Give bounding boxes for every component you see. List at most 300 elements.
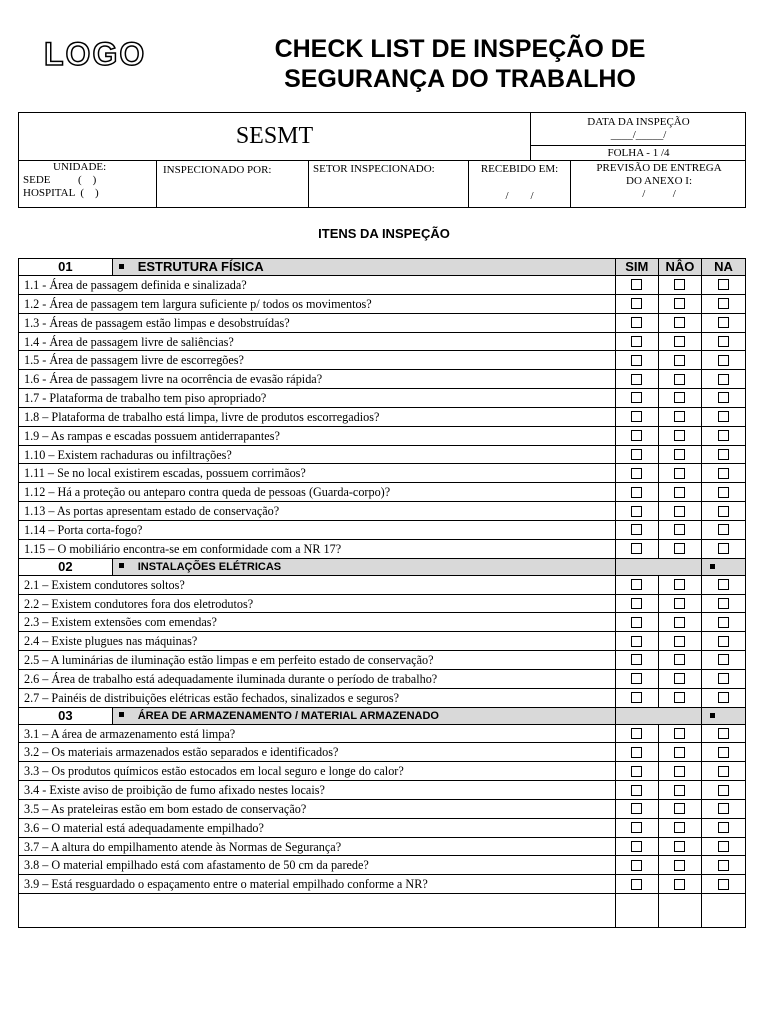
- answer-cell-sim: [616, 595, 659, 613]
- checklist-row: [19, 446, 745, 465]
- checkbox-sim[interactable]: [631, 617, 642, 628]
- section-title: [113, 559, 616, 575]
- checklist-row: [19, 521, 745, 540]
- checkbox-sim[interactable]: [631, 487, 642, 498]
- answer-cell-nao: [659, 483, 702, 501]
- checklist-row: [19, 689, 745, 708]
- checklist-question: 3.3 – Os produtos químicos estão estocados em local seguro e longe do calor?: [19, 762, 616, 780]
- checklist-question: 2.1 – Existem condutores soltos?: [19, 576, 616, 594]
- section-header: [19, 559, 745, 576]
- answer-cell-sim: [616, 651, 659, 669]
- answer-cell-na: [702, 502, 745, 520]
- answer-cell-sim: [616, 856, 659, 874]
- checklist-question: 1.2 - Área de passagem tem largura suficiente p/ todos os movimentos?: [19, 295, 616, 313]
- answer-cell-na: [702, 314, 745, 332]
- checkbox-sim[interactable]: [631, 392, 642, 403]
- checkbox-nao[interactable]: [674, 543, 685, 554]
- checklist-question: 2.2 – Existem condutores fora dos eletrodutos?: [19, 595, 616, 613]
- answer-cell-sim: [616, 333, 659, 351]
- unit-cell[interactable]: [19, 161, 157, 207]
- checklist-row: [19, 725, 745, 744]
- checkbox-na[interactable]: [718, 654, 729, 665]
- answer-cell-sim: [616, 314, 659, 332]
- answer-cell-nao: [659, 276, 702, 294]
- checkbox-na[interactable]: [718, 728, 729, 739]
- answer-cell-nao: [659, 540, 702, 558]
- checkbox-na[interactable]: [718, 598, 729, 609]
- checklist-question: 3.2 – Os materiais armazenados estão separados e identificados?: [19, 743, 616, 761]
- bullet-icon: [119, 264, 124, 269]
- checkbox-nao[interactable]: [674, 411, 685, 422]
- checklist-question: 2.6 – Área de trabalho está adequadamente iluminada durante o período de trabalho?: [19, 670, 616, 688]
- checkbox-nao[interactable]: [674, 298, 685, 309]
- checkbox-nao[interactable]: [674, 468, 685, 479]
- column-header-sim: SIM: [616, 259, 659, 275]
- answer-cell-nao: [659, 427, 702, 445]
- bullet-icon: [119, 712, 124, 717]
- answer-cell-sim: [616, 502, 659, 520]
- answer-cell-nao: [659, 670, 702, 688]
- inspected-by-label: INSPECIONADO POR:: [163, 164, 272, 176]
- checkbox-na[interactable]: [718, 392, 729, 403]
- sector-cell[interactable]: [309, 161, 469, 207]
- answer-cell-sim: [616, 670, 659, 688]
- items-title: ITENS DA INSPEÇÃO: [318, 226, 450, 241]
- checklist-row: [19, 613, 745, 632]
- answer-cell-na: [702, 613, 745, 631]
- checklist-question: 1.9 – As rampas e escadas possuem antiderrapantes?: [19, 427, 616, 445]
- empty-cell-nao: [659, 894, 702, 927]
- unit-option-sede[interactable]: SEDE ( ): [23, 174, 97, 186]
- checklist-question: 3.4 - Existe aviso de proibição de fumo afixado nestes locais?: [19, 781, 616, 799]
- checklist-question: 2.7 – Painéis de distribuições elétricas estão fechados, sinalizados e seguros?: [19, 689, 616, 707]
- empty-cell-na: [702, 894, 745, 927]
- header-box: [18, 112, 746, 208]
- checkbox-sim[interactable]: [631, 468, 642, 479]
- checkbox-nao[interactable]: [674, 317, 685, 328]
- checkbox-nao[interactable]: [674, 392, 685, 403]
- checkbox-sim[interactable]: [631, 598, 642, 609]
- answer-cell-sim: [616, 464, 659, 482]
- section-title: [113, 708, 616, 724]
- answer-cell-nao: [659, 576, 702, 594]
- checklist-question: 1.14 – Porta corta-fogo?: [19, 521, 616, 539]
- answer-cell-nao: [659, 502, 702, 520]
- section-end-cell: [702, 559, 745, 575]
- logo: LOGO: [44, 36, 147, 72]
- answer-cell-sim: [616, 781, 659, 799]
- answer-cell-na: [702, 800, 745, 818]
- checkbox-na[interactable]: [718, 543, 729, 554]
- checkbox-na[interactable]: [718, 879, 729, 890]
- checkbox-nao[interactable]: [674, 822, 685, 833]
- answer-cell-na: [702, 576, 745, 594]
- section-title-text: ÁREA DE ARMAZENAMENTO / MATERIAL ARMAZENADO: [137, 709, 439, 722]
- answer-cell-sim: [616, 743, 659, 761]
- sector-label: SETOR INSPECIONADO:: [313, 163, 435, 175]
- inspection-date-label: DATA DA INSPEÇÃO: [587, 116, 690, 128]
- answer-cell-sim: [616, 725, 659, 743]
- checkbox-sim[interactable]: [631, 692, 642, 703]
- checkbox-nao[interactable]: [674, 430, 685, 441]
- answer-cell-nao: [659, 819, 702, 837]
- answer-cell-na: [702, 743, 745, 761]
- checklist-row: [19, 389, 745, 408]
- section-spacer: [616, 708, 702, 724]
- answer-cell-na: [702, 838, 745, 856]
- checkbox-sim[interactable]: [631, 279, 642, 290]
- answer-cell-na: [702, 632, 745, 650]
- checklist-question: 3.1 – A área de armazenamento está limpa?: [19, 725, 616, 743]
- checklist-row: [19, 540, 745, 559]
- delivery-forecast-cell[interactable]: [571, 161, 747, 207]
- checkbox-sim[interactable]: [631, 860, 642, 871]
- answer-cell-na: [702, 464, 745, 482]
- answer-cell-na: [702, 689, 745, 707]
- checkbox-nao[interactable]: [674, 506, 685, 517]
- checklist-row: [19, 875, 745, 894]
- checklist-question: 1.5 - Área de passagem livre de escorregões?: [19, 351, 616, 369]
- checklist-question: 1.12 – Há a proteção ou anteparo contra queda de pessoas (Guarda-corpo)?: [19, 483, 616, 501]
- checkbox-nao[interactable]: [674, 879, 685, 890]
- checkbox-nao[interactable]: [674, 579, 685, 590]
- answer-cell-nao: [659, 370, 702, 388]
- answer-cell-nao: [659, 800, 702, 818]
- unit-option-hospital[interactable]: HOSPITAL ( ): [23, 187, 99, 199]
- answer-cell-sim: [616, 351, 659, 369]
- answer-cell-na: [702, 819, 745, 837]
- checklist-question: 2.4 – Existe plugues nas máquinas?: [19, 632, 616, 650]
- checkbox-nao[interactable]: [674, 279, 685, 290]
- empty-cell-sim: [616, 894, 659, 927]
- checkbox-sim[interactable]: [631, 543, 642, 554]
- checkbox-na[interactable]: [718, 860, 729, 871]
- answer-cell-nao: [659, 856, 702, 874]
- checkbox-na[interactable]: [718, 317, 729, 328]
- checkbox-nao[interactable]: [674, 336, 685, 347]
- answer-cell-na: [702, 875, 745, 893]
- checkbox-sim[interactable]: [631, 355, 642, 366]
- checklist-question: 3.6 – O material está adequadamente empilhado?: [19, 819, 616, 837]
- answer-cell-sim: [616, 483, 659, 501]
- bullet-icon: [710, 564, 715, 569]
- checkbox-nao[interactable]: [674, 785, 685, 796]
- checklist-row: [19, 800, 745, 819]
- answer-cell-na: [702, 521, 745, 539]
- checkbox-na[interactable]: [718, 430, 729, 441]
- answer-cell-nao: [659, 689, 702, 707]
- checkbox-na[interactable]: [718, 747, 729, 758]
- checkbox-na[interactable]: [718, 673, 729, 684]
- checklist-question: 2.3 – Existem extensões com emendas?: [19, 613, 616, 631]
- answer-cell-na: [702, 595, 745, 613]
- checkbox-na[interactable]: [718, 487, 729, 498]
- answer-cell-nao: [659, 314, 702, 332]
- checkbox-sim[interactable]: [631, 524, 642, 535]
- checkbox-sim[interactable]: [631, 879, 642, 890]
- checklist-row: [19, 276, 745, 295]
- checkbox-na[interactable]: [718, 617, 729, 628]
- checkbox-na[interactable]: [718, 468, 729, 479]
- answer-cell-nao: [659, 595, 702, 613]
- answer-cell-sim: [616, 762, 659, 780]
- checklist-row: [19, 502, 745, 521]
- delivery-forecast-label-2: DO ANEXO I:: [626, 175, 692, 187]
- checkbox-na[interactable]: [718, 803, 729, 814]
- checkbox-na[interactable]: [718, 374, 729, 385]
- checkbox-na[interactable]: [718, 692, 729, 703]
- checklist-question: 2.5 – A luminárias de iluminação estão limpas e em perfeito estado de conservação?: [19, 651, 616, 669]
- sesmt-label: SESMT: [19, 113, 531, 161]
- section-number: 03: [19, 708, 113, 724]
- answer-cell-sim: [616, 800, 659, 818]
- checkbox-nao[interactable]: [674, 487, 685, 498]
- checklist-row: [19, 370, 745, 389]
- checkbox-na[interactable]: [718, 336, 729, 347]
- answer-cell-na: [702, 781, 745, 799]
- checklist-question: 1.1 - Área de passagem definida e sinalizada?: [19, 276, 616, 294]
- checklist-table: [18, 258, 746, 928]
- checkbox-sim[interactable]: [631, 579, 642, 590]
- checkbox-nao[interactable]: [674, 747, 685, 758]
- checklist-row: [19, 483, 745, 502]
- checkbox-nao[interactable]: [674, 692, 685, 703]
- answer-cell-na: [702, 446, 745, 464]
- checklist-question: 1.8 – Plataforma de trabalho está limpa, livre de produtos escorregadios?: [19, 408, 616, 426]
- checkbox-nao[interactable]: [674, 449, 685, 460]
- answer-cell-na: [702, 856, 745, 874]
- section-header: [19, 259, 745, 276]
- checklist-question: 1.10 – Existem rachaduras ou infiltrações?: [19, 446, 616, 464]
- title-line-2: SEGURANÇA DO TRABALHO: [284, 65, 636, 93]
- answer-cell-na: [702, 483, 745, 501]
- checklist-row: [19, 743, 745, 762]
- answer-cell-nao: [659, 333, 702, 351]
- checkbox-na[interactable]: [718, 785, 729, 796]
- checklist-question: 3.9 – Está resguardado o espaçamento entre o material empilhado conforme a NR?: [19, 875, 616, 893]
- checklist-row: [19, 408, 745, 427]
- checkbox-sim[interactable]: [631, 822, 642, 833]
- answer-cell-sim: [616, 576, 659, 594]
- checkbox-sim[interactable]: [631, 636, 642, 647]
- answer-cell-nao: [659, 838, 702, 856]
- checklist-question: 1.3 - Áreas de passagem estão limpas e desobstruídas?: [19, 314, 616, 332]
- checkbox-sim[interactable]: [631, 317, 642, 328]
- checklist-row: [19, 670, 745, 689]
- checklist-row: [19, 295, 745, 314]
- delivery-forecast-date: / /: [642, 188, 676, 200]
- answer-cell-sim: [616, 276, 659, 294]
- checkbox-sim[interactable]: [631, 728, 642, 739]
- answer-cell-nao: [659, 875, 702, 893]
- checklist-row: [19, 464, 745, 483]
- answer-cell-na: [702, 333, 745, 351]
- answer-cell-na: [702, 389, 745, 407]
- checkbox-nao[interactable]: [674, 636, 685, 647]
- checkbox-sim[interactable]: [631, 803, 642, 814]
- checkbox-na[interactable]: [718, 841, 729, 852]
- checklist-question: 1.15 – O mobiliário encontra-se em conformidade com a NR 17?: [19, 540, 616, 558]
- answer-cell-na: [702, 370, 745, 388]
- checklist-row: [19, 314, 745, 333]
- checkbox-sim[interactable]: [631, 298, 642, 309]
- answer-cell-na: [702, 651, 745, 669]
- checkbox-nao[interactable]: [674, 617, 685, 628]
- answer-cell-na: [702, 295, 745, 313]
- checkbox-sim[interactable]: [631, 785, 642, 796]
- checkbox-na[interactable]: [718, 822, 729, 833]
- checkbox-sim[interactable]: [631, 411, 642, 422]
- answer-cell-nao: [659, 743, 702, 761]
- answer-cell-nao: [659, 762, 702, 780]
- title-line-1: CHECK LIST DE INSPEÇÃO DE: [274, 35, 646, 63]
- checklist-row: [19, 819, 745, 838]
- checklist-row: [19, 333, 745, 352]
- answer-cell-sim: [616, 295, 659, 313]
- checkbox-sim[interactable]: [631, 430, 642, 441]
- checklist-row: [19, 838, 745, 857]
- answer-cell-nao: [659, 781, 702, 799]
- checklist-question: 1.11 – Se no local existirem escadas, possuem corrimãos?: [19, 464, 616, 482]
- checkbox-nao[interactable]: [674, 673, 685, 684]
- answer-cell-nao: [659, 613, 702, 631]
- section-spacer: [616, 559, 702, 575]
- answer-cell-na: [702, 725, 745, 743]
- answer-cell-sim: [616, 427, 659, 445]
- answer-cell-nao: [659, 651, 702, 669]
- checklist-row: [19, 351, 745, 370]
- checkbox-na[interactable]: [718, 766, 729, 777]
- received-label: RECEBIDO EM:: [480, 163, 559, 175]
- checklist-question: 3.7 – A altura do empilhamento atende às Normas de Segurança?: [19, 838, 616, 856]
- answer-cell-sim: [616, 370, 659, 388]
- checklist-question: 1.13 – As portas apresentam estado de conservação?: [19, 502, 616, 520]
- checklist-question: 3.5 – As prateleiras estão em bom estado de conservação?: [19, 800, 616, 818]
- answer-cell-na: [702, 540, 745, 558]
- checkbox-sim[interactable]: [631, 374, 642, 385]
- checkbox-nao[interactable]: [674, 524, 685, 535]
- checklist-question: 3.8 – O material empilhado está com afastamento de 50 cm da parede?: [19, 856, 616, 874]
- delivery-forecast-label-1: PREVISÃO DE ENTREGA: [596, 162, 722, 174]
- checklist-row: [19, 856, 745, 875]
- answer-cell-sim: [616, 446, 659, 464]
- checklist-row: [19, 762, 745, 781]
- answer-cell-nao: [659, 725, 702, 743]
- checkbox-na[interactable]: [718, 411, 729, 422]
- answer-cell-sim: [616, 875, 659, 893]
- inspection-date-cell[interactable]: [531, 113, 746, 146]
- checkbox-sim[interactable]: [631, 841, 642, 852]
- bullet-icon: [119, 563, 124, 568]
- unit-label: UNIDADE:: [53, 161, 107, 173]
- checkbox-sim[interactable]: [631, 747, 642, 758]
- checkbox-sim[interactable]: [631, 336, 642, 347]
- column-header-nao: NÂO: [659, 259, 702, 275]
- answer-cell-sim: [616, 540, 659, 558]
- checkbox-na[interactable]: [718, 579, 729, 590]
- checklist-row: [19, 651, 745, 670]
- checkbox-sim[interactable]: [631, 766, 642, 777]
- answer-cell-nao: [659, 632, 702, 650]
- checklist-row: [19, 781, 745, 800]
- answer-cell-na: [702, 408, 745, 426]
- empty-question-cell[interactable]: [19, 894, 616, 927]
- checklist-row: [19, 576, 745, 595]
- checkbox-nao[interactable]: [674, 728, 685, 739]
- answer-cell-sim: [616, 521, 659, 539]
- checkbox-nao[interactable]: [674, 766, 685, 777]
- checklist-row: [19, 595, 745, 614]
- checklist-row: [19, 632, 745, 651]
- checkbox-na[interactable]: [718, 298, 729, 309]
- section-title-text: INSTALAÇÕES ELÉTRICAS: [137, 560, 282, 573]
- answer-cell-nao: [659, 295, 702, 313]
- answer-cell-nao: [659, 389, 702, 407]
- checkbox-nao[interactable]: [674, 803, 685, 814]
- inspection-date-value: ____/_____/: [610, 129, 667, 141]
- answer-cell-sim: [616, 389, 659, 407]
- answer-cell-sim: [616, 819, 659, 837]
- checkbox-na[interactable]: [718, 524, 729, 535]
- checkbox-nao[interactable]: [674, 598, 685, 609]
- section-number: 02: [19, 559, 113, 575]
- checkbox-na[interactable]: [718, 355, 729, 366]
- checkbox-na[interactable]: [718, 279, 729, 290]
- section-number: 01: [19, 259, 113, 275]
- checkbox-nao[interactable]: [674, 654, 685, 665]
- checklist-question: 1.6 - Área de passagem livre na ocorrência de evasão rápida?: [19, 370, 616, 388]
- checklist-question: 1.7 - Plataforma de trabalho tem piso apropriado?: [19, 389, 616, 407]
- checklist-question: 1.4 - Área de passagem livre de saliências?: [19, 333, 616, 351]
- answer-cell-na: [702, 427, 745, 445]
- checkbox-na[interactable]: [718, 506, 729, 517]
- section-header: [19, 708, 745, 725]
- column-header-na: NA: [714, 259, 733, 274]
- checkbox-sim[interactable]: [631, 449, 642, 460]
- answer-cell-sim: [616, 408, 659, 426]
- checkbox-nao[interactable]: [674, 860, 685, 871]
- received-cell[interactable]: [469, 161, 571, 207]
- checkbox-nao[interactable]: [674, 841, 685, 852]
- answer-cell-na: [702, 351, 745, 369]
- answer-cell-nao: [659, 408, 702, 426]
- answer-cell-sim: [616, 632, 659, 650]
- checkbox-sim[interactable]: [631, 673, 642, 684]
- checkbox-nao[interactable]: [674, 355, 685, 366]
- answer-cell-na: [702, 670, 745, 688]
- page-title: [210, 34, 710, 94]
- received-date: / /: [505, 190, 534, 202]
- checkbox-na[interactable]: [718, 449, 729, 460]
- checkbox-sim[interactable]: [631, 506, 642, 517]
- section-end-cell: [702, 708, 745, 724]
- answer-cell-sim: [616, 689, 659, 707]
- answer-cell-nao: [659, 521, 702, 539]
- answer-cell-na: [702, 276, 745, 294]
- checkbox-sim[interactable]: [631, 654, 642, 665]
- answer-cell-nao: [659, 351, 702, 369]
- bullet-icon: [710, 713, 715, 718]
- answer-cell-na: [702, 762, 745, 780]
- empty-row: [19, 894, 745, 927]
- section-title-text: ESTRUTURA FÍSICA: [137, 259, 264, 274]
- inspected-by-cell[interactable]: [157, 161, 309, 207]
- sheet-number: FOLHA - 1 /4: [531, 146, 746, 161]
- answer-cell-nao: [659, 464, 702, 482]
- checkbox-na[interactable]: [718, 636, 729, 647]
- checklist-row: [19, 427, 745, 446]
- checkbox-nao[interactable]: [674, 374, 685, 385]
